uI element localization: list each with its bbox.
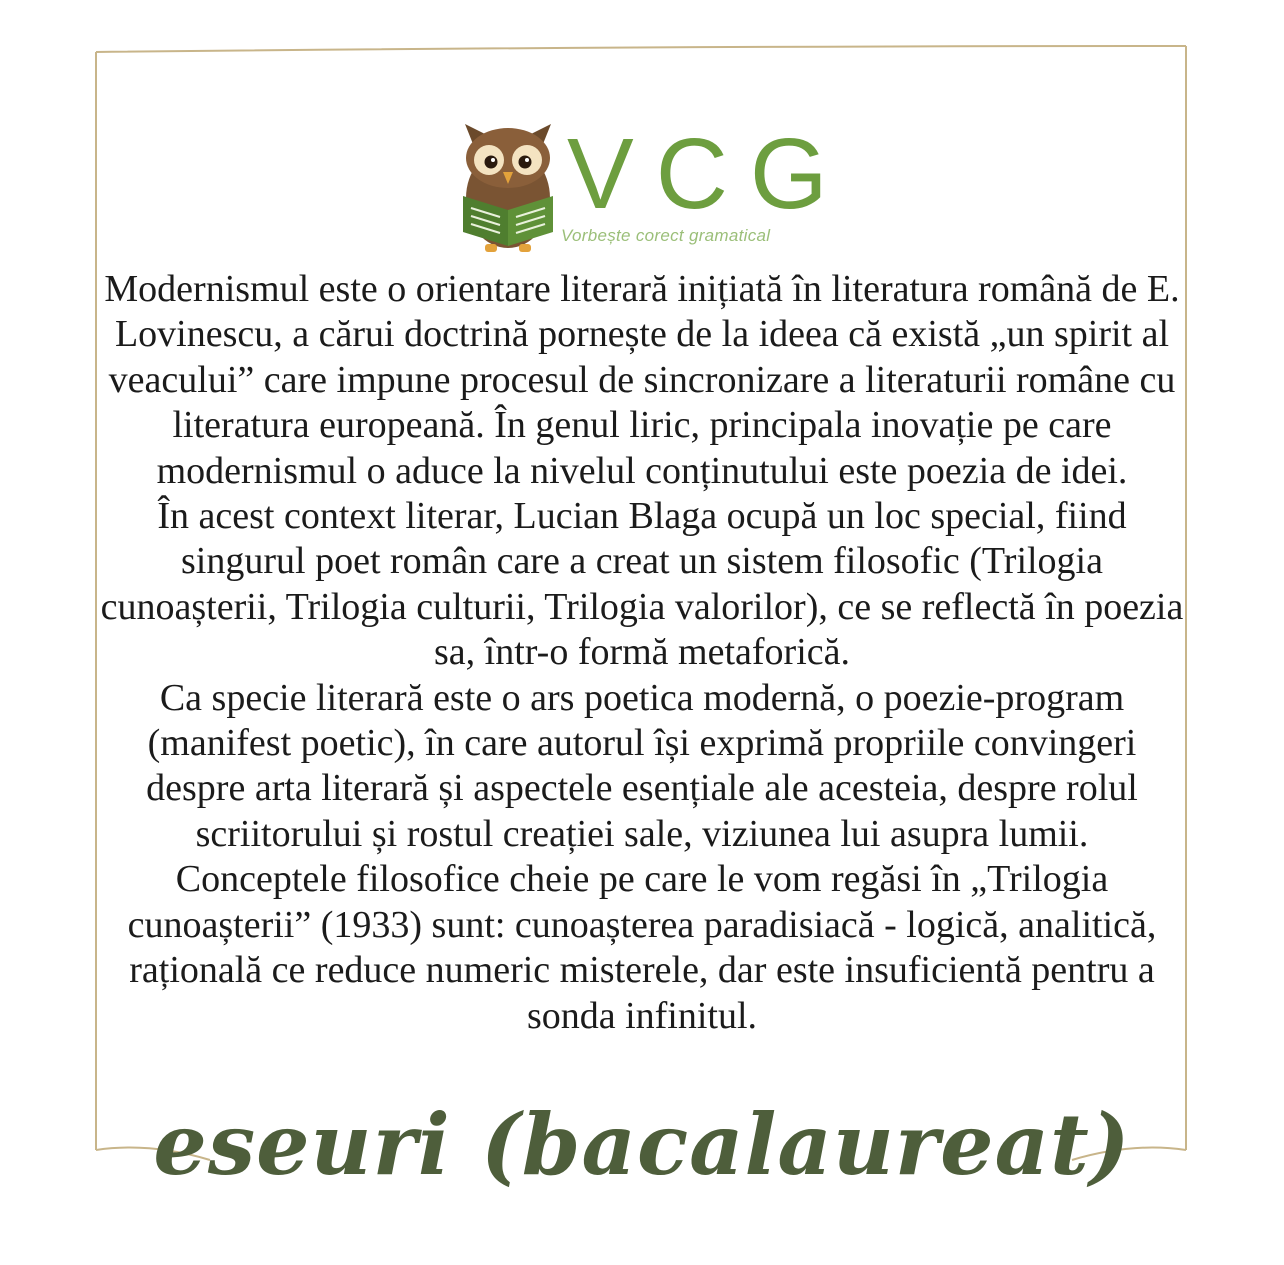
logo-letters: VCG	[567, 118, 850, 230]
logo-tagline: Vorbește corect gramatical	[561, 226, 771, 245]
essay-text	[96, 267, 1188, 1039]
paragraph: Modernismul este o orientare literară inițiată în literatura română de E. Lovinescu, a cărui doctrină pornește de la ideea că există „un spirit al veacului” care impune procesul de sincronizare a literaturii române cu literatura europeană. În genul liric, principala inovație pe care modernismul o aduce la nivelul conținutului este poezia de idei.	[104, 268, 1180, 492]
paragraph: Conceptele filosofice cheie pe care le vom regăsi în „Trilogia cunoașterii” (1933) sunt: cunoașterea paradisiacă - logică, analitică, rațională ce reduce numeric misterele, dar este insuficientă pentru a sonda infinitul.	[127, 858, 1157, 1037]
footer-title: eseuri (bacalaureat)	[153, 1095, 1131, 1194]
owl-reading-book-icon	[455, 122, 561, 254]
paragraph: Ca specie literară este o ars poetica modernă, o poezie-program (manifest poetic), în care autorul își exprimă propriile convingeri despre arta literară și aspectele esențiale ale acesteia, despre rolul scriitorului și rostul creației sale, viziunea lui asupra lumii.	[146, 676, 1138, 855]
vcg-logo	[455, 118, 850, 258]
paragraph: În acest context literar, Lucian Blaga ocupă un loc special, fiind singurul poet român care a creat un sistem filosofic (Trilogia cunoașterii, Trilogia culturii, Trilogia valorilor), ce se reflectă în poezia sa, într-o formă metaforică.	[100, 495, 1184, 674]
